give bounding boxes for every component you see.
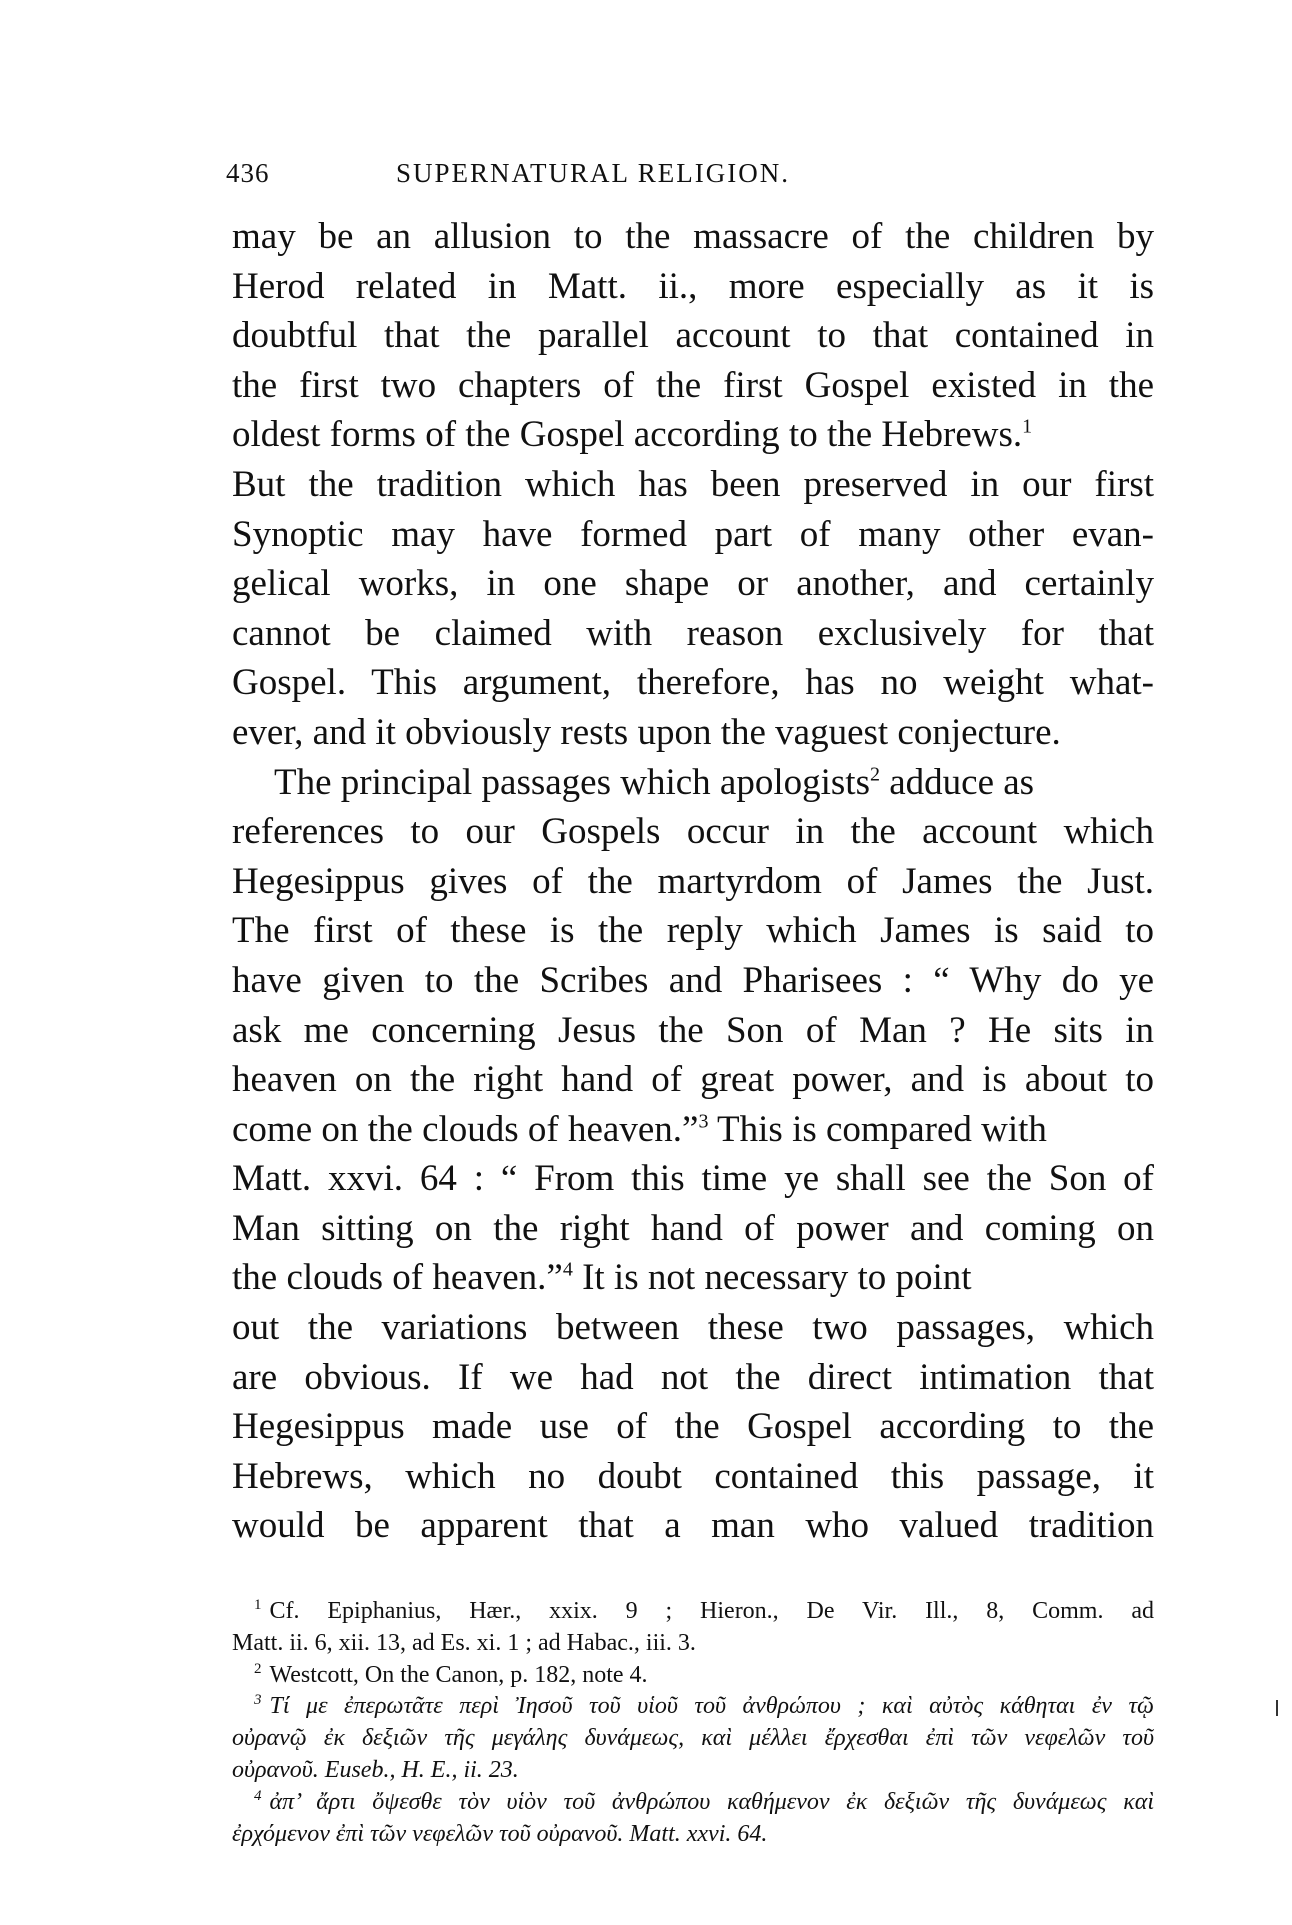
- footnote-line: ἐρχόμενον ἐπὶ τῶν νεφελῶν τοῦ οὐρανοῦ. Matt. xxvi. 64.: [232, 1820, 768, 1847]
- footnotes: [232, 1596, 1154, 1850]
- scan-edge-mark: [1276, 1700, 1278, 1716]
- footnote-line: Matt. ii. 6, xii. 13, ad Es. xi. 1 ; ad Habac., iii. 3.: [232, 1629, 696, 1656]
- footnote-line: οὐρανοῦ. Euseb., H. E., ii. 23.: [232, 1756, 519, 1783]
- text-line: Hebrews, which no doubt contained this passage, it: [232, 1455, 1154, 1497]
- footnote-text: Westcott, On the Canon, p. 182, note 4.: [269, 1661, 648, 1688]
- text-line: ask me concerning Jesus the Son of Man ? He sits in: [232, 1009, 1154, 1051]
- footnote-line: [232, 1787, 1154, 1819]
- text-line: [232, 410, 1154, 460]
- text-line: doubtful that the parallel account to that contained in: [232, 315, 1154, 357]
- text-line: gelical works, in one shape or another, and certainly: [232, 563, 1154, 605]
- footnote-mark: 2: [254, 1660, 262, 1677]
- text-line: Synoptic may have formed part of many other evan-: [232, 513, 1154, 555]
- text-line: ever, and it obviously rests upon the vaguest conjecture.: [232, 711, 1061, 753]
- text-line: out the variations between these two passages, which: [232, 1307, 1154, 1349]
- running-head: [226, 158, 1156, 198]
- footnote-line: οὐρανῷ ἐκ δεξιῶν τῆς μεγάλης δυνάμεως, καὶ μέλλει ἔρχεσθαι ἐπὶ τῶν νεφελῶν τοῦ: [232, 1725, 1154, 1752]
- text-line: Hegesippus made use of the Gospel according to the: [232, 1406, 1154, 1448]
- footnote-text: Cf. Epiphanius, Hær., xxix. 9 ; Hieron., De Vir. Ill., 8, Comm. ad: [269, 1598, 1154, 1624]
- footnote-mark: 3: [254, 1692, 262, 1709]
- text-segment: oldest forms of the Gospel according to the Hebrews.: [232, 414, 1023, 456]
- text-line: are obvious. If we had not the direct intimation that: [232, 1356, 1154, 1398]
- text-segment: The principal passages which apologists: [274, 761, 870, 803]
- text-line: heaven on the right hand of great power, and is about to: [232, 1059, 1154, 1101]
- text-line: may be an allusion to the massacre of the children by: [232, 216, 1154, 257]
- text-segment: come on the clouds of heaven.”: [232, 1108, 699, 1150]
- text-line: Gospel. This argument, therefore, has no weight what-: [232, 662, 1154, 704]
- text-line: Hegesippus gives of the martyrdom of James the Just.: [232, 860, 1154, 902]
- text-line: Matt. xxvi. 64 : “ From this time ye shall see the Son of: [232, 1158, 1154, 1200]
- text-line: would be apparent that a man who valued tradition: [232, 1505, 1154, 1547]
- body-text: [232, 212, 1154, 1551]
- footnote-line: [232, 1691, 1154, 1723]
- text-line: Man sitting on the right hand of power and coming on: [232, 1207, 1154, 1249]
- text-line: But the tradition which has been preserved in our first: [232, 463, 1154, 505]
- footnote-line: [232, 1596, 1154, 1628]
- running-title: SUPERNATURAL RELIGION.: [396, 158, 790, 188]
- footnote-ref: 4: [562, 1259, 573, 1282]
- footnote-ref: 3: [698, 1110, 709, 1133]
- page-number: 436: [226, 158, 270, 188]
- footnote-ref: 2: [869, 763, 880, 786]
- footnote-line: [232, 1660, 1154, 1692]
- footnote-mark: 4: [254, 1787, 262, 1804]
- text-line: Herod related in Matt. ii., more especially as it is: [232, 265, 1154, 307]
- text-line: have given to the Scribes and Pharisees : “ Why do ye: [232, 959, 1154, 1001]
- footnote-ref: 1: [1022, 416, 1033, 439]
- text-line: the first two chapters of the first Gospel existed in the: [232, 364, 1154, 406]
- text-line: [232, 758, 1154, 808]
- text-segment: the clouds of heaven.”: [232, 1257, 563, 1299]
- text-line: references to our Gospels occur in the account which: [232, 811, 1154, 853]
- footnote-mark: 1: [254, 1597, 262, 1613]
- text-line: [232, 1105, 1154, 1155]
- text-segment: This is compared with: [717, 1108, 1047, 1150]
- footnote-text: ἀπ’ ἄρτι ὄψεσθε τὸν υἱὸν τοῦ ἀνθρώπου καθήμενον ἐκ δεξιῶν τῆς δυνάμεως καὶ: [269, 1788, 1154, 1815]
- text-segment: adduce as: [889, 761, 1035, 803]
- text-segment: It is not necessary to point: [582, 1257, 972, 1299]
- text-line: The first of these is the reply which James is said to: [232, 910, 1154, 952]
- footnote-text: Τί με ἐπερωτᾶτε περὶ Ἰησοῦ τοῦ υἱοῦ τοῦ ἀνθρώπου ; καὶ αὐτὸς κάθηται ἐν τῷ: [269, 1693, 1154, 1720]
- text-line: cannot be claimed with reason exclusively for that: [232, 612, 1154, 654]
- text-line: [232, 1253, 1154, 1303]
